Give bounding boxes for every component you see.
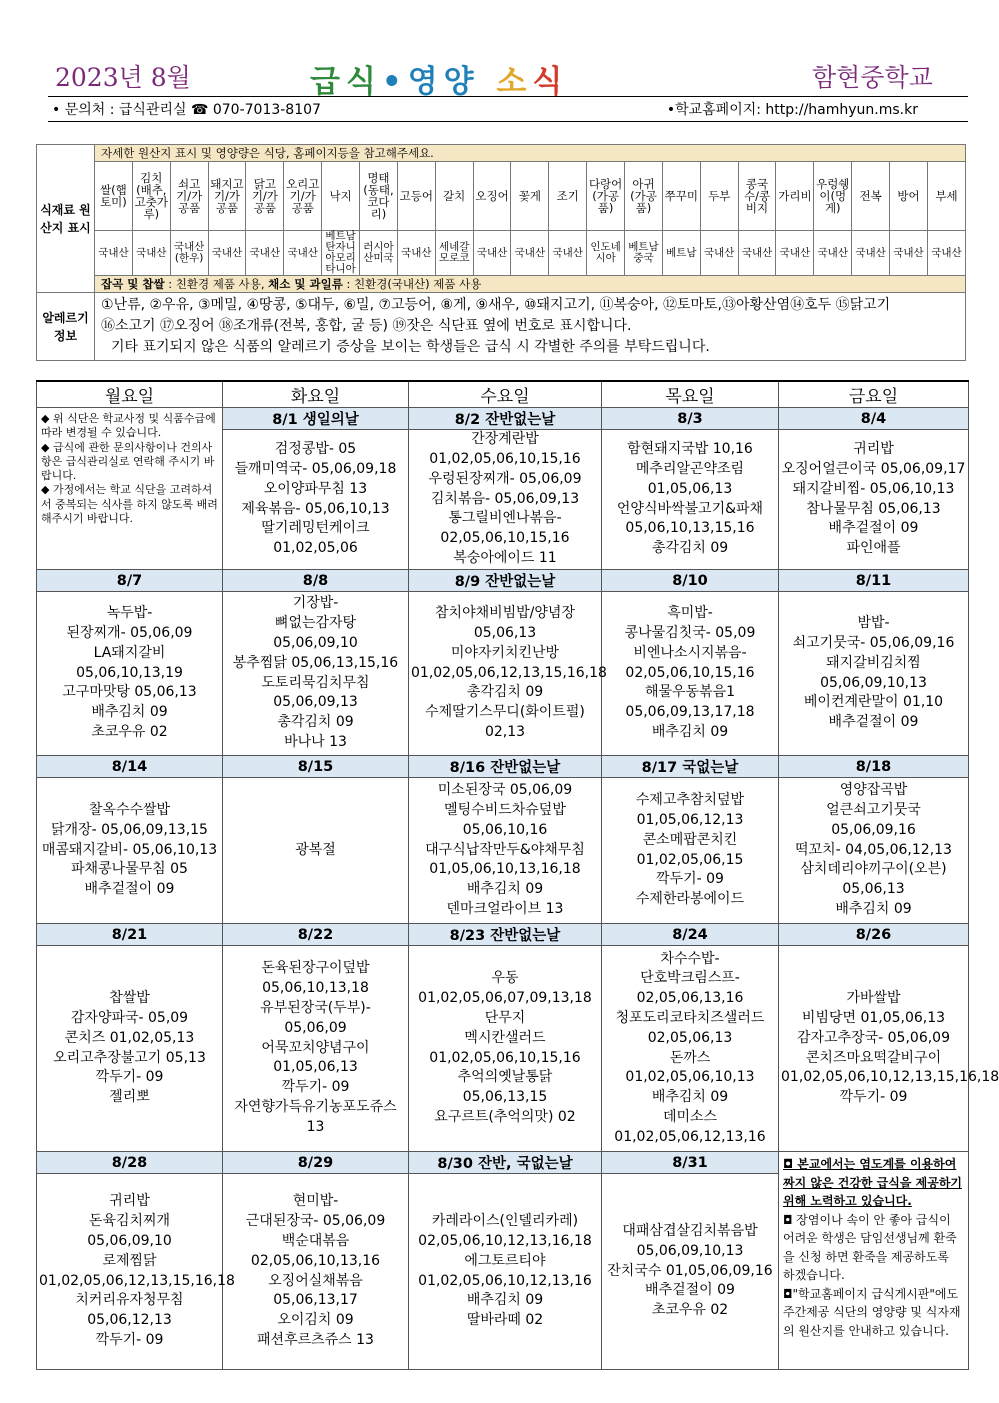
origin-item: 쭈꾸미 <box>662 162 700 231</box>
origin-country: 국내산 <box>700 231 738 276</box>
origin-item: 우렁쉥이(멍게) <box>814 162 852 231</box>
menu-item: 뼈없는감자탕 <box>274 615 357 632</box>
menu-item: 파채콩나물무침 05 <box>71 861 188 878</box>
origin-item: 명태(동태,코다리) <box>360 162 398 231</box>
menu-item: 05,06,09,10,13 <box>820 674 927 691</box>
homepage-link[interactable]: •학교홈페이지: http://hamhyun.ms.kr <box>666 102 918 118</box>
menu-item: 01,02,05,06,12,13,16 <box>614 1128 766 1145</box>
menu-item: 검정콩밥- 05 <box>274 441 357 458</box>
menu-item: 초코우유 02 <box>651 1302 729 1319</box>
menu-item: 미야자키치킨난방 <box>450 644 560 661</box>
menu-table <box>36 380 999 1370</box>
salt-notice: ◘ 본교에서는 염도계를 이용하여 짜지 않은 건강한 급식을 제공하기 위해 노력하고 있습니다. <box>783 1157 963 1208</box>
menu-item: 01,02,05,06,15 <box>636 851 744 868</box>
menu-cell <box>223 592 409 756</box>
menu-item: 대패삼겹살김치볶음밥 <box>622 1223 758 1239</box>
menu-item: 01,02,05,06 <box>273 540 358 557</box>
menu-cell <box>223 946 409 1152</box>
menu-item: 배추겉절이 09 <box>84 881 175 898</box>
menu-item: 01,02,05,06,10,15,16 <box>429 1049 581 1066</box>
menu-item: 녹두밥- <box>106 605 153 622</box>
menu-item: 총각김치 09 <box>277 714 354 731</box>
menu-date: 8/15 <box>223 756 409 778</box>
menu-cell <box>779 946 999 1152</box>
menu-item: 콘소메팝콘치킨 <box>642 831 738 848</box>
origin-item: 고등어 <box>397 162 435 231</box>
menu-date: 8/2 잔반없는날 <box>409 408 602 430</box>
menu-item: 01,02,05,06,10,12,13,15,16,18 <box>781 1069 999 1086</box>
origin-country: 국내산 <box>776 231 814 276</box>
menu-item: 콘치즈 01,02,05,13 <box>64 1029 195 1046</box>
origin-country: 국내산 <box>473 231 511 276</box>
day-header: 목요일 <box>602 381 779 408</box>
menu-cell <box>37 946 223 1152</box>
menu-item: 단호박크림스프- <box>640 970 740 987</box>
menu-item: 05,06,12,13 <box>87 1312 172 1329</box>
menu-item: 젤리뽀 <box>109 1089 150 1106</box>
menu-item: 오징어실채볶음 <box>268 1272 363 1289</box>
menu-item: 기장밥- <box>292 595 339 612</box>
origin-country: 국내산 <box>927 231 965 276</box>
origin-item: 방어 <box>890 162 928 231</box>
menu-item: 자연향가득유기농포도쥬스 13 <box>234 1098 397 1135</box>
origin-item: 가리비 <box>776 162 814 231</box>
menu-item: 찰옥수수쌀밥 <box>88 802 171 818</box>
menu-item: 통그릴비엔나볶음- <box>448 510 562 527</box>
menu-item: 흑미밥- <box>667 605 713 622</box>
menu-item: 감자고추장국- 05,06,09 <box>797 1029 950 1046</box>
origin-country: 베트남탄자니아모리타니아 <box>322 231 360 276</box>
menu-item: 추억의옛날통닭 <box>457 1069 553 1086</box>
menu-item: 봉추찜닭 05,06,13,15,16 <box>232 654 399 671</box>
menu-item: 참나물무침 05,06,13 <box>806 500 941 517</box>
menu-item: 귀리밥 <box>109 1193 150 1210</box>
menu-cell <box>37 592 223 756</box>
menu-date: 8/29 <box>223 1152 409 1174</box>
contact-bar <box>52 99 968 121</box>
menu-item: 배추김치 09 <box>651 1089 729 1106</box>
menu-item: 된장찌개- 05,06,09 <box>66 625 193 641</box>
origin-item: 김치(배추,고춧가루) <box>132 162 170 231</box>
menu-item: 카레라이스(인델리카레) <box>431 1213 579 1230</box>
porridge-notice: ◘ 장염이나 속이 안 좋아 급식이 어려운 학생은 담임선생님께 환죽을 신청 하면 환죽을 제공하도록 하겠습니다. <box>783 1212 957 1282</box>
menu-date: 8/28 <box>37 1152 223 1174</box>
origin-side-label: 식재료 원산지 표시 <box>37 145 95 293</box>
allergy-label: 알레르기 정보 <box>37 293 95 361</box>
menu-item: 어묵꼬치양념구이 <box>261 1039 370 1056</box>
menu-item: 오이양파무침 13 <box>263 480 368 497</box>
menu-item: 덴마크얼라이브 13 <box>446 900 564 917</box>
title-part-4: 식 <box>532 64 569 100</box>
menu-item: 감자양파국- 05,09 <box>70 1009 189 1026</box>
menu-item: 깍두기- 09 <box>656 871 724 888</box>
menu-date: 8/14 <box>37 756 223 778</box>
menu-item: 차수수밥- <box>660 950 720 967</box>
menu-date: 8/9 잔반없는날 <box>409 570 602 592</box>
day-header: 월요일 <box>37 381 223 408</box>
menu-cell <box>223 430 409 570</box>
menu-item: 딸바라떼 02 <box>466 1312 544 1329</box>
menu-item: 02,13 <box>484 723 526 740</box>
menu-item: 05,06,10,13,15,16 <box>625 520 755 537</box>
menu-item: 고구마맛탕 05,06,13 <box>62 684 197 701</box>
origin-item: 쌀(햅토미) <box>95 162 133 231</box>
menu-item: 광복절 <box>295 841 336 858</box>
menu-item: 01,02,05,06,10,13 <box>625 1069 755 1086</box>
menu-item: 치커리유자청무침 <box>75 1292 184 1309</box>
menu-item: 데미소스 <box>662 1108 718 1125</box>
menu-cell <box>602 1174 779 1370</box>
menu-item: 05,06,10,13,18 <box>262 980 369 997</box>
menu-item: 제육볶음- 05,06,10,13 <box>241 500 390 517</box>
menu-cell <box>779 592 969 756</box>
menu-item: 01,02,05,06,07,09,13,18 <box>418 990 592 1007</box>
menu-item: 01,05,06,10,13,16,18 <box>429 861 581 878</box>
menu-item: 밤밥- <box>857 615 890 632</box>
menu-item: 매콤돼지갈비- 05,06,10,13 <box>41 841 218 858</box>
menu-item: 05,06,13,17 <box>273 1292 358 1309</box>
origin-country: 베트남 <box>662 231 700 276</box>
origin-country: 국내산 <box>284 231 322 276</box>
allergy-warning: 기타 표기되지 않은 식품의 알레르기 증상을 보이는 학생들은 급식 시 각별한 주의를 부탁드립니다. <box>111 339 710 356</box>
origin-item: 오징어 <box>473 162 511 231</box>
menu-cell <box>223 1174 409 1370</box>
year-month: 2023년 8월 <box>55 63 191 92</box>
menu-date: 8/11 <box>779 570 969 592</box>
menu-item: 패션후르츠쥬스 13 <box>257 1331 374 1348</box>
menu-item: 참치야채비빔밥/양념장 <box>435 605 575 622</box>
origin-item: 갈치 <box>435 162 473 231</box>
menu-item: 김치볶음- 05,06,09,13 <box>430 490 580 507</box>
title-part-1: 급식 <box>310 64 382 100</box>
menu-notice-right <box>779 1152 969 1370</box>
menu-item: 02,05,06,10,13,16 <box>250 1252 381 1269</box>
menu-item: 베이컨계란말이 01,10 <box>803 694 944 711</box>
day-header: 화요일 <box>223 381 409 408</box>
contact-info: • 문의처 : 급식관리실 ☎ 070-7013-8107 <box>52 102 321 118</box>
menu-item: 쇠고기뭇국- 05,06,09,16 <box>792 634 955 651</box>
origin-country: 국내산 <box>738 231 776 276</box>
menu-item: 깍두기- 09 <box>95 1331 164 1348</box>
allergy-info <box>95 293 966 361</box>
menu-item: 배추김치 09 <box>466 1292 544 1309</box>
menu-item: 02,05,06,10,12,13,16,18 <box>418 1232 592 1249</box>
origin-country: 국내산 <box>511 231 549 276</box>
menu-item: 삼치데리야끼구이(오븐) <box>800 861 947 878</box>
menu-date: 8/1 생일의날 <box>223 408 409 430</box>
origin-country: 세네갈모로코 <box>435 231 473 276</box>
menu-item: 깍두기- 09 <box>281 1079 350 1096</box>
menu-item: 잔치국수 01,05,06,09,16 <box>607 1262 773 1279</box>
menu-item: 비빔당면 01,05,06,13 <box>801 1009 946 1026</box>
origin-country: 국내산 <box>208 231 246 276</box>
menu-date: 8/18 <box>779 756 969 778</box>
menu-item: 오징어얼큰이국 05,06,09,17 <box>781 460 966 477</box>
menu-item: 05,06,13,15 <box>462 1089 548 1106</box>
menu-date: 8/10 <box>602 570 779 592</box>
menu-date: 8/31 <box>602 1152 779 1174</box>
origin-item: 콩국수/콩비지 <box>738 162 776 231</box>
menu-item: 에그토르티야 <box>464 1252 546 1269</box>
menu-date: 8/30 잔반, 국없는날 <box>409 1152 602 1174</box>
menu-notice: ◆ 위 식단은 학교사정 및 식품수급에 따라 변경될 수 있습니다. ◆ 급식에 관한 문의사항이나 건의사항은 급식관리실로 연락해 주시기 바랍니다. ◆ 가정에서는 학교 식단을 고려하셔서 중복되는 식사를 하지 않도록 배려해주시기 바랍니다. <box>37 408 223 570</box>
origin-item: 전복 <box>852 162 890 231</box>
menu-date: 8/16 잔반없는날 <box>409 756 602 778</box>
menu-cell <box>779 778 969 924</box>
menu-item: 간장계란밥 <box>471 431 539 448</box>
menu-cell <box>602 430 779 570</box>
menu-item: 오이김치 09 <box>277 1312 354 1329</box>
menu-cell <box>602 592 779 756</box>
menu-item: 05,06,09,13 <box>273 694 358 711</box>
menu-item: 수제딸기스무디(화이트펄) <box>425 704 585 721</box>
menu-item: 02,05,06,10,15,16 <box>625 664 755 681</box>
school-name: 함현중학교 <box>812 63 933 92</box>
origin-item: 조기 <box>549 162 587 231</box>
menu-item: 01,05,06,12,13 <box>636 811 744 828</box>
menu-item: 메추리알곤약조림 <box>635 460 745 477</box>
menu-item: 딸기레밍턴케이크 <box>261 520 370 537</box>
menu-item: 05,06,13 <box>842 881 905 898</box>
menu-item: 05,06,10,16 <box>462 821 548 838</box>
menu-item: 02,05,06,13,16 <box>636 990 744 1007</box>
menu-item: 배추김치 09 <box>835 900 912 917</box>
menu-item: 01,02,05,06,12,13,15,16,18 <box>411 664 607 681</box>
menu-item: 들깨미역국- 05,06,09,18 <box>234 460 397 477</box>
origin-item: 부세 <box>927 162 965 231</box>
menu-date: 8/8 <box>223 570 409 592</box>
menu-item: 가바쌀밥 <box>846 990 901 1007</box>
menu-item: 돈까스 <box>669 1049 711 1066</box>
menu-item: 05,06,13 <box>473 625 537 641</box>
menu-item: 닭개장- 05,06,09,13,15 <box>51 821 208 838</box>
menu-item: 01,02,05,06,10,15,16 <box>429 451 581 467</box>
menu-item: 영양잡곡밥 <box>839 782 908 799</box>
menu-date: 8/24 <box>602 924 779 946</box>
menu-item: 01,05,06,13 <box>273 1059 358 1076</box>
menu-item: 오리고추장불고기 05,13 <box>53 1049 206 1066</box>
menu-item: 로제찜닭 <box>102 1252 157 1269</box>
menu-item: 수제한라봉에이드 <box>635 891 745 908</box>
menu-item: 근대된장국- 05,06,09 <box>245 1213 386 1230</box>
menu-item: 언양식바싹불고기&파채 <box>616 500 764 517</box>
origin-country: 국내산 <box>549 231 587 276</box>
menu-item: 백순대볶음 <box>281 1232 350 1249</box>
menu-item: 비엔나소시지볶음- <box>633 644 747 661</box>
menu-item: 돈육김치찌개 <box>88 1213 171 1230</box>
origin-country: 국내산(한우) <box>170 231 208 276</box>
menu-cell <box>223 778 409 924</box>
menu-item: 현미밥- <box>292 1193 339 1210</box>
menu-cell <box>409 430 602 570</box>
menu-item: 05,06,09,10,13 <box>636 1242 744 1259</box>
origin-country: 국내산 <box>132 231 170 276</box>
menu-item: 05,06,09,10 <box>273 634 358 651</box>
menu-date: 8/4 <box>779 408 969 430</box>
origin-item: 닭고기/가공품 <box>246 162 284 231</box>
menu-item: 콩나물김칫국- 05,09 <box>624 625 756 641</box>
menu-item: 돼지갈비김치찜 <box>826 654 921 671</box>
origin-country: 국내산 <box>246 231 284 276</box>
origin-item: 다랑어(가공품) <box>587 162 625 231</box>
origin-item: 오리고기/가공품 <box>284 162 322 231</box>
menu-item: 돈육된장구이덮밥 <box>261 960 370 977</box>
menu-cell <box>602 778 779 924</box>
origin-item: 두부 <box>700 162 738 231</box>
origin-table <box>36 144 966 361</box>
menu-date: 8/22 <box>223 924 409 946</box>
menu-item: 단무지 <box>484 1009 526 1026</box>
page-title <box>310 56 568 101</box>
menu-item: 멜팅수비드차슈덮밥 <box>444 802 566 818</box>
menu-date: 8/23 잔반없는날 <box>409 924 602 946</box>
allergy-line-1: ①난류, ②우유, ③메밀, ④땅콩, ⑤대두, ⑥밀, ⑦고등어, ⑧게, ⑨새우, ⑩돼지고기, ⑪복숭아, ⑫토마토,⑬아황산염⑭호두 ⑮닭고기 <box>101 297 891 314</box>
menu-cell <box>409 592 607 756</box>
origin-country: 국내산 <box>95 231 133 276</box>
origin-country: 국내산 <box>890 231 928 276</box>
menu-item: 찹쌀밥 <box>109 990 150 1007</box>
title-part-3: 소 <box>479 64 533 100</box>
menu-item: 함현돼지국밥 10,16 <box>627 441 753 458</box>
menu-date: 8/17 국없는날 <box>602 756 779 778</box>
menu-cell <box>37 778 223 924</box>
menu-item: 복숭아에이드 11 <box>453 549 557 566</box>
origin-item: 돼지고기/가공품 <box>208 162 246 231</box>
menu-item: 우동 <box>491 970 519 987</box>
origin-item: 꽃게 <box>511 162 549 231</box>
menu-item: 초코우유 02 <box>91 723 168 740</box>
menu-date: 8/26 <box>779 924 969 946</box>
allergy-line-2: ⑯소고기 ⑰오징어 ⑱조개류(전복, 홍합, 굴 등) ⑲잣은 식단표 옆에 번호로 표시합니다. <box>101 318 632 335</box>
header-divider <box>48 96 968 97</box>
origin-country: 국내산 <box>397 231 435 276</box>
menu-item: 05,06,09,10 <box>87 1232 172 1249</box>
menu-item: 배추겉절이 09 <box>828 714 919 731</box>
origin-top-note: 자세한 원산지 표시 및 영양량은 식당, 홈페이지등을 참고해주세요. <box>95 145 966 162</box>
menu-item: 콘치즈마요떡갈비구이 <box>805 1049 942 1066</box>
origin-country: 국내산 <box>814 231 852 276</box>
day-header: 수요일 <box>409 381 602 408</box>
menu-item: 배추김치 09 <box>91 704 168 721</box>
menu-item: 01,02,05,06,12,13,15,16,18 <box>39 1272 235 1289</box>
menu-item: 05,06,09,16 <box>831 821 916 838</box>
menu-cell <box>779 430 969 570</box>
origin-item: 쇠고기/가공품 <box>170 162 208 231</box>
menu-item: 돼지갈비찜- 05,06,10,13 <box>792 480 955 497</box>
menu-item: 멕시칸샐러드 <box>464 1029 546 1046</box>
menu-item: 얼큰쇠고기뭇국 <box>826 802 921 818</box>
menu-item: 청포도리코타치즈샐러드 02,05,06,13 <box>615 1009 765 1046</box>
menu-cell <box>37 1174 235 1370</box>
menu-date: 8/7 <box>37 570 223 592</box>
menu-item: 02,05,06,10,15,16 <box>440 530 570 547</box>
menu-date: 8/3 <box>602 408 779 430</box>
menu-item: 총각김치 09 <box>651 540 729 557</box>
menu-item: 요구르트(추억의맛) 02 <box>434 1108 576 1125</box>
day-header: 금요일 <box>779 381 969 408</box>
origin-country: 러시아산미국 <box>360 231 398 276</box>
menu-item: 배추김치 09 <box>651 723 729 740</box>
menu-item: 귀리밥 <box>853 441 894 458</box>
menu-item: 05,06,10,13,19 <box>76 664 183 681</box>
title-part-2: •영양 <box>381 64 480 100</box>
origin-country: 인도네시아 <box>587 231 625 276</box>
menu-item: 깍두기- 09 <box>839 1089 908 1106</box>
menu-item: 해물우동볶음1 <box>644 684 736 701</box>
menu-item: 05,06,09,13,17,18 <box>625 704 755 721</box>
menu-item: 도토리묵김치무침 <box>261 674 370 691</box>
menu-item: LA돼지갈비 <box>93 644 166 661</box>
menu-item: 총각김치 09 <box>466 684 544 701</box>
origin-bottom-note: 잡곡 및 찹쌀 : 친환경 제품 사용, 채소 및 과일류 : 친환경(국내산) 제품 사용 <box>95 276 966 293</box>
menu-item: 배추겉절이 09 <box>828 520 919 537</box>
homepage-notice: ◘"학교홈페이지 급식게시판"에도 주간제공 식단의 영양량 및 식자재의 원산지를 안내하고 있습니다. <box>783 1286 961 1338</box>
menu-item: 우렁된장찌개- 05,06,09 <box>428 470 582 487</box>
menu-item: 수제고추참치덮밥 <box>635 792 745 809</box>
origin-item: 아귀(가공품) <box>625 162 663 231</box>
menu-item: 대구식납작만두&야채무침 <box>425 841 585 858</box>
origin-country: 국내산 <box>852 231 890 276</box>
contact-divider <box>48 121 968 122</box>
menu-item: 미소된장국 05,06,09 <box>437 782 573 799</box>
menu-cell <box>409 778 602 924</box>
menu-item: 떡꼬치- 04,05,06,12,13 <box>795 841 952 858</box>
menu-item: 01,02,05,06,10,12,13,16 <box>418 1272 592 1289</box>
menu-cell <box>409 946 602 1152</box>
menu-item: 01,05,06,13 <box>647 480 733 497</box>
menu-cell <box>409 1174 602 1370</box>
menu-item: 바나나 13 <box>284 733 347 750</box>
menu-item: 05,06,09 <box>284 1019 347 1036</box>
menu-item: 파인애플 <box>846 540 901 557</box>
menu-item: 배추김치 09 <box>466 881 544 898</box>
menu-item: 깍두기- 09 <box>95 1069 164 1086</box>
menu-item: 유부된장국(두부)- <box>260 1000 371 1016</box>
origin-item: 낙지 <box>322 162 360 231</box>
menu-item: 배추겉절이 09 <box>645 1282 735 1299</box>
origin-country: 베트남중국 <box>625 231 663 276</box>
menu-cell <box>602 946 779 1152</box>
menu-date: 8/21 <box>37 924 223 946</box>
